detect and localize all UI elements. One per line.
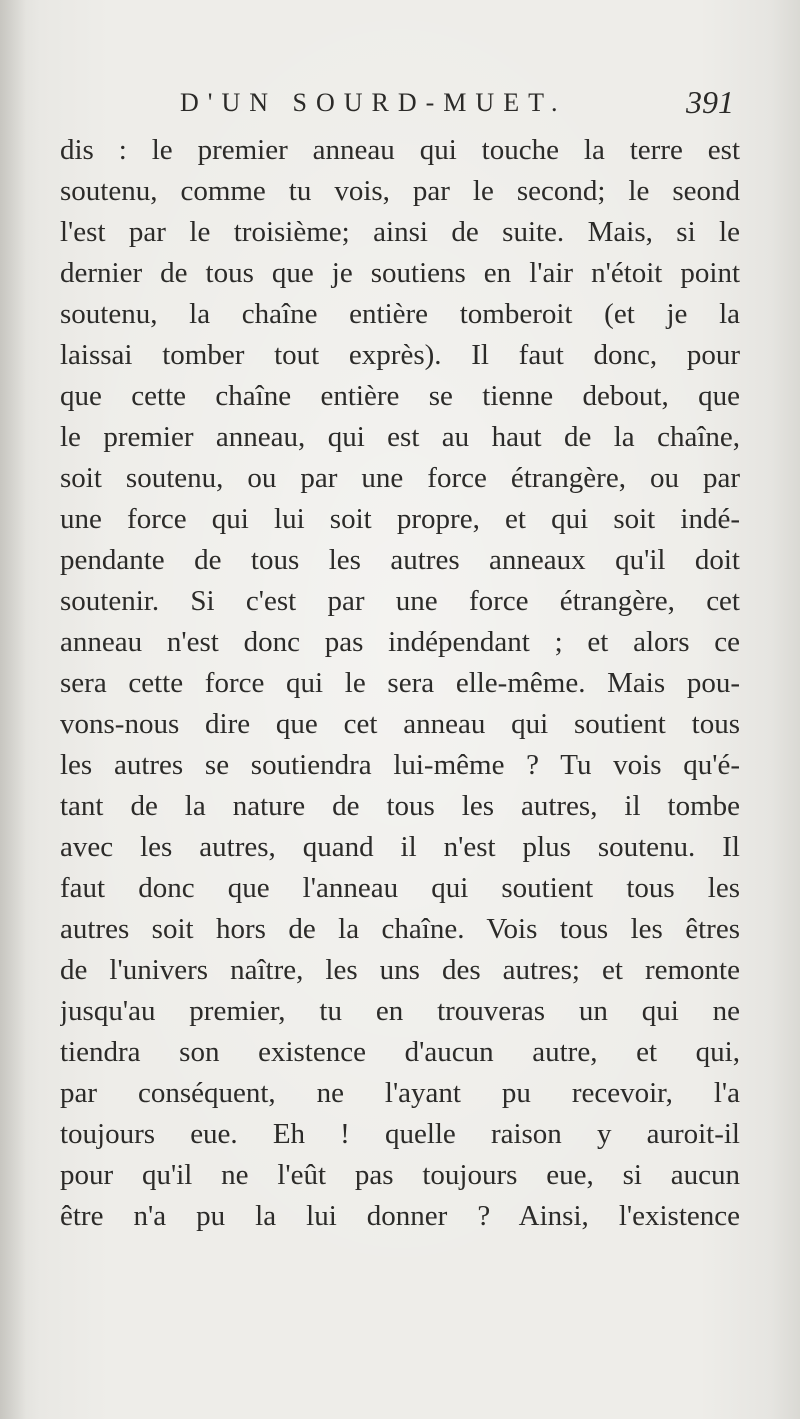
text-line: avec les autres, quand il n'est plus soutenu. Il (60, 831, 740, 863)
text-line: soutenir. Si c'est par une force étrangère, cet (60, 585, 740, 617)
text-line: soit soutenu, ou par une force étrangère, ou par (60, 462, 740, 494)
text-line: vons-nous dire que cet anneau qui soutient tous (60, 708, 740, 740)
text-line: dernier de tous que je soutiens en l'air n'étoit point (60, 257, 740, 289)
binding-shadow (0, 0, 26, 1419)
text-line: faut donc que l'anneau qui soutient tous les (60, 872, 740, 904)
text-line: pendante de tous les autres anneaux qu'il doit (60, 544, 740, 576)
text-line: tiendra son existence d'aucun autre, et qui, (60, 1036, 740, 1068)
text-line: les autres se soutiendra lui-même ? Tu vois qu'é- (60, 749, 740, 781)
text-line: dis : le premier anneau qui touche la terre est (60, 134, 740, 166)
text-line: de l'univers naître, les uns des autres; et remonte (60, 954, 740, 986)
text-line: soutenu, comme tu vois, par le second; le seond (60, 175, 740, 207)
text-line: le premier anneau, qui est au haut de la chaîne, (60, 421, 740, 453)
text-line: pour qu'il ne l'eût pas toujours eue, si aucun (60, 1159, 740, 1191)
text-line: toujours eue. Eh ! quelle raison y auroit-il (60, 1118, 740, 1150)
text-line: une force qui lui soit propre, et qui soit indé- (60, 503, 740, 535)
text-line: autres soit hors de la chaîne. Vois tous les êtres (60, 913, 740, 945)
text-line: être n'a pu la lui donner ? Ainsi, l'existence (60, 1200, 740, 1232)
page-number: 391 (686, 84, 734, 120)
text-line: soutenu, la chaîne entière tomberoit (et je la (60, 298, 740, 330)
text-line: sera cette force qui le sera elle-même. Mais pou- (60, 667, 740, 699)
text-line: par conséquent, ne l'ayant pu recevoir, l'a (60, 1077, 740, 1109)
text-line: l'est par le troisième; ainsi de suite. Mais, si le (60, 216, 740, 248)
text-line: jusqu'au premier, tu en trouveras un qui ne (60, 995, 740, 1027)
text-block (60, 130, 740, 1237)
running-head: D'UN SOURD-MUET. (180, 88, 567, 117)
text-line: laissai tomber tout exprès). Il faut donc, pour (60, 339, 740, 371)
text-line: tant de la nature de tous les autres, il tombe (60, 790, 740, 822)
text-line: anneau n'est donc pas indépendant ; et alors ce (60, 626, 740, 658)
text-line: que cette chaîne entière se tienne debout, que (60, 380, 740, 412)
